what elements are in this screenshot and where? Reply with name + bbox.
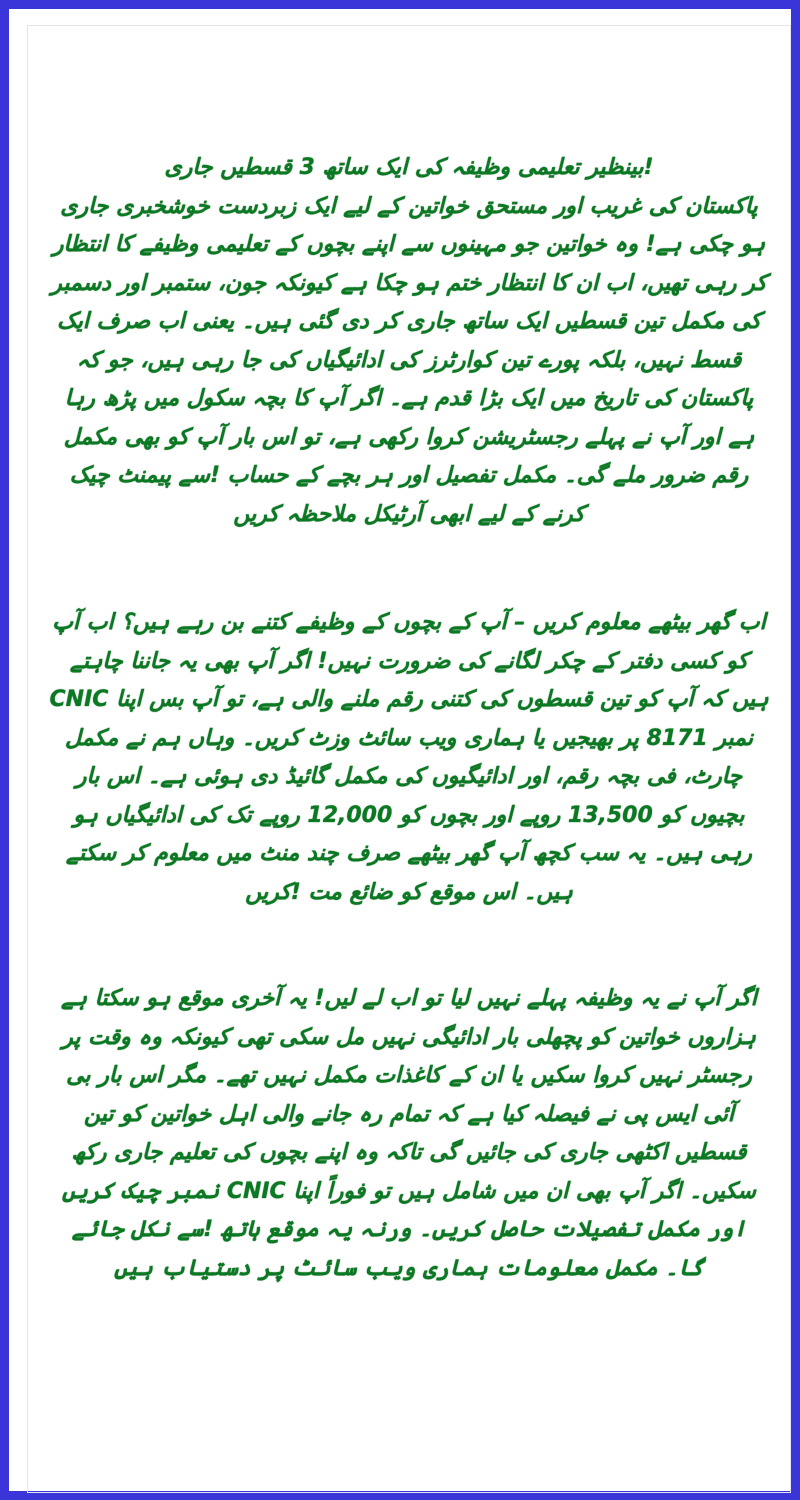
paragraph-intro: پاکستان کی غریب اور مستحق خواتین کے لیے ایک زبردست خوشخبری جاری ہو چکی ہے! وہ خواتین جو مہینوں سے اپنے بچوں کے تعلیمی وظیفے کا انتظار کر رہی تھیں، اب ان کا انتظار ختم ہو چکا ہے کیونکہ جون، ستمبر اور دسمبر کی مکمل تین قسطیں ایک ساتھ جاری کر دی گئی ہیں۔ یعنی اب صرف ایک قسط نہیں، بلکہ پورے تین کوارٹرز کی ادائیگیاں کی جا رہی ہیں، جو کہ پاکستان کی تاریخ میں ایک بڑا قدم ہے۔ اگر آپ کا بچہ سکول میں پڑھ رہا ہے اور آپ نے پہلے رجسٹریشن کروا رکھی ہے، تو اس بار آپ کو بھی مکمل رقم ضرور ملے گی۔ مکمل تفصیل اور ہر بچے کے حساب !سے پیمنٹ چیک کرنے کے لیے ابھی آرٹیکل ملاحظہ کریں [51, 193, 767, 527]
paragraph-last-chance: اگر آپ نے یہ وظیفہ پہلے نہیں لیا تو اب لے لیں! یہ آخری موقع ہو سکتا ہے ہزاروں خواتین کو پچھلی بار ادائیگی نہیں مل سکی تھی کیونکہ وہ وقت پر رجسٹر نہیں کروا سکیں یا ان کے کاغذات مکمل نہیں تھے۔ مگر اس بار بی آئی ایس پی نے فیصلہ کیا ہے کہ تمام رہ جانے والی اہل خواتین کو تین قسطیں اکٹھی جاری کی جائیں گی تاکہ وہ اپنے بچوں کی تعلیم جاری رکھ سکیں۔ اگر آپ بھی ان میں شامل ہیں تو فوراً اپنا CNIC نمبر چیک کریں اور مکمل تفصیلات حاصل کریں۔ ورنہ یہ موقع ہاتھ !سے نکل جائے گا۔ مکمل معلومات ہماری ویب سائٹ پر دستیاب ہیں [61, 986, 757, 1281]
article-body [49, 149, 769, 1288]
paragraph-check-amount: اب گھر بیٹھے معلوم کریں – آپ کے بچوں کے وظیفے کتنے بن رہے ہیں؟ اب آپ کو کسی دفتر کے چکر لگانے کی ضرورت نہیں! اگر آپ بھی یہ جاننا چاہتے ہیں کہ آپ کو تین قسطوں کی کتنی رقم ملنے والی ہے، تو آپ بس اپنا CNIC نمبر 8171 پر بھیجیں یا ہماری ویب سائٹ وزٹ کریں۔ وہاں ہم نے مکمل چارٹ، فی بچہ رقم، اور ادائیگیوں کی مکمل گائیڈ دی ہوئی ہے۔ اس بار بچیوں کو 13,500 روپے اور بچوں کو 12,000 روپے تک کی ادائیگیاں ہو رہی ہیں۔ یہ سب کچھ آپ گھر بیٹھے صرف چند منٹ میں معلوم کر سکتے ہیں۔ اس موقع کو ضائع مت !کریں [49, 610, 769, 905]
article-title: !بینظیر تعلیمی وظیفہ کی ایک ساتھ 3 قسطیں جاری [164, 155, 654, 180]
